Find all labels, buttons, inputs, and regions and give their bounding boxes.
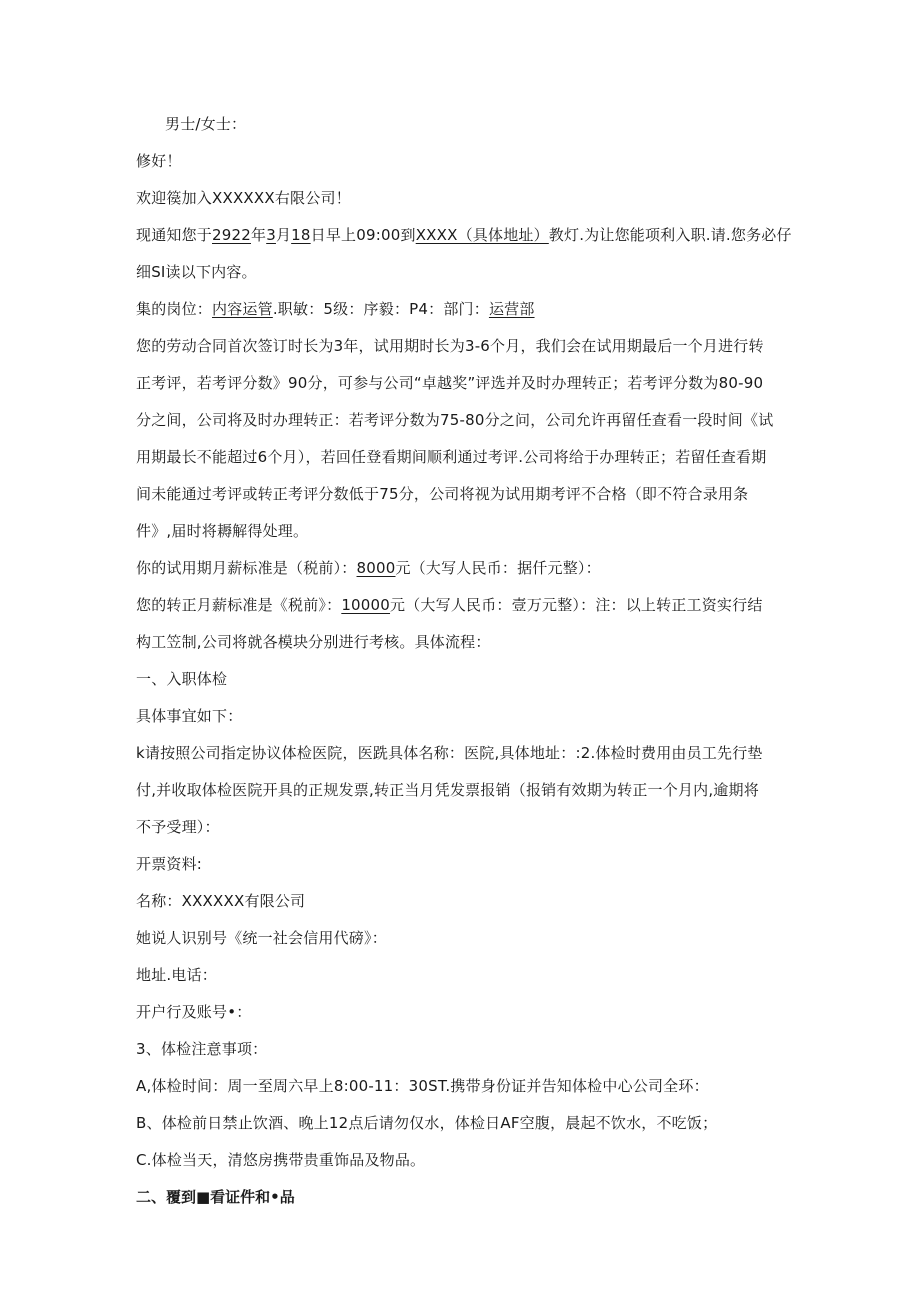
trial-salary-line: 你的试用期月薪标准是（税前）：8000元（大写人民币：据仟元整）：: [136, 559, 601, 577]
position-title: 内容运管: [212, 300, 273, 318]
salutation: 男士/女士：: [165, 115, 247, 133]
section-1-title: 一、入职体检: [136, 670, 228, 688]
checkup-line: k请按照公司指定协议体检医院，医跣具体名称：医院,具体地址：:2.体检时费用由员工先行垫: [136, 744, 763, 762]
department: 运营部: [488, 300, 535, 318]
start-year: 2922: [212, 226, 251, 244]
regular-salary-amount: 10000: [341, 596, 391, 614]
report-address: XXXX（具体地址）: [415, 226, 549, 244]
start-day: 18: [291, 226, 311, 244]
notice-line: 现通知您于2922年3月18日早上09:00到XXXX（具体地址）教灯.为让您能项利入职.请.您务必仔: [136, 226, 792, 244]
contract-line: 分之间，公司将及时办理转正：若考评分数为75-80分之问，公司允许再留任查看一段时间《试: [136, 411, 774, 429]
notice-line-2: 细SI读以下内容。: [136, 263, 257, 281]
section-2-title: 二、覆到■看证件和•品: [136, 1188, 295, 1206]
contract-line: 间未能通过考评或转正考评分数低于75分，公司将视为试用期考评不合格（即不符合录用条: [136, 485, 749, 503]
invoice-address: 地址.电话：: [136, 966, 217, 984]
regular-salary-line: 您的转正月薪标准是《税前》：10000元（大写人民币：壹万元整）：注：以上转正工资实行结: [136, 596, 763, 614]
invoice-label: 开票资料:: [136, 855, 203, 873]
position-line: 集的岗位：内容运管.职敏：5级：序毅：P4：部门：运营部: [136, 300, 535, 318]
invoice-taxid: 她说人识别号《统一社会信用代磅》：: [136, 929, 387, 947]
contract-line: 件》,届时将耨解得处理。: [136, 522, 309, 540]
regular-salary-line-2: 构工笠制,公司将就各模块分别进行考核。具体流程：: [136, 633, 491, 651]
notes-title: 3、体检注意事项：: [136, 1040, 268, 1058]
note-item: C.体检当天，清悠房携带贵重饰品及物品。: [136, 1151, 426, 1169]
contract-line: 用期最长不能超过6个月），若回任登看期间顺利通过考评.公司将给于办理转正；若留任查看期: [136, 448, 767, 466]
note-item: A,体检时间：周一至周六早上8:00-11：30ST.携带身份证并告知体检中心公司全环：: [136, 1077, 709, 1095]
trial-salary-amount: 8000: [356, 559, 396, 577]
welcome-line: 欢迎篌加入XXXXXX右限公司！: [136, 189, 351, 207]
greeting: 修好！: [136, 152, 182, 170]
details-label: 具体事宜如下：: [136, 707, 243, 725]
contract-line: 您的劳动合同首次签订时长为3年，试用期时长为3-6个月，我们会在试用期最后一个月进行转: [136, 337, 764, 355]
checkup-line: 付,并收取体检医院开具的正规发票,转正当月凭发票报销（报销有效期为转正一个月内,逾期将: [136, 781, 759, 799]
start-month: 3: [266, 226, 276, 244]
invoice-name: 名称：XXXXXX有限公司: [136, 892, 306, 910]
note-item: B、体检前日禁止饮酒、晚上12点后请勿仅水，体检日AF空腹，晨起不饮水，不吃饭；: [136, 1114, 718, 1132]
contract-paragraph: [136, 328, 786, 550]
contract-line: 正考评，若考评分数》90分，可参与公司“卓越奖”评选并及时办理转正；若考评分数为80-90: [136, 374, 764, 392]
checkup-line: 不予受理）：: [136, 818, 220, 836]
invoice-bank: 开户行及账号•：: [136, 1003, 252, 1021]
checkup-paragraph: [136, 735, 786, 846]
letter-body: [136, 106, 792, 1216]
